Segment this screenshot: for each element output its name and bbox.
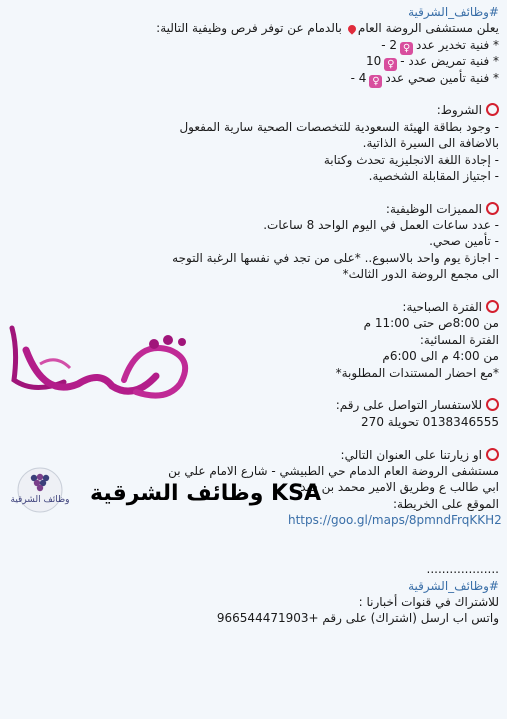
morning-heading xyxy=(6,299,499,315)
red-circle-icon xyxy=(486,103,499,116)
intro-text: يعلن مستشفى الروضة العام xyxy=(357,21,499,36)
benefit-line: الى مجمع الروضة الدور الثالث* xyxy=(342,267,499,282)
conditions-title: الشروط: xyxy=(436,103,482,118)
conditions-heading xyxy=(6,102,499,118)
calligraphy-art xyxy=(4,320,204,410)
job-label: * فنية تأمين صحي عدد xyxy=(385,70,499,85)
map-link[interactable]: https://goo.gl/maps/8pmndFrqKKH2 xyxy=(288,513,502,528)
divider: ................... xyxy=(426,562,499,577)
documents-note: *مع احضار المستندات المطلوبة* xyxy=(335,365,499,380)
morning-title: الفترة الصباحية: xyxy=(402,300,482,315)
logo-text: وظائف الشرقية xyxy=(10,495,70,505)
benefit-line: - اجازة يوم واحد بالاسبوع.. *على من تجد في نفسها الرغبة التوجه xyxy=(172,250,499,265)
address-line: ابي طالب ع وطريق الامير محمد بن فهد xyxy=(300,480,499,495)
subscribe-line: للاشتراك في قنوات أخبارنا : xyxy=(358,595,499,610)
red-circle-icon xyxy=(486,202,499,215)
contact-number[interactable]: 0138346555 xyxy=(422,414,499,429)
contact-ext: تحويلة 270 xyxy=(361,414,419,429)
grapes-icon xyxy=(10,466,70,514)
visit-heading xyxy=(6,447,499,463)
location-pin-icon xyxy=(346,24,357,35)
job-count: 4 - xyxy=(350,70,367,85)
job-item xyxy=(6,53,499,69)
contact-title: للاستفسار التواصل على رقم: xyxy=(335,398,482,413)
evening-hours: من 4:00 م الى 6:00م xyxy=(382,349,499,364)
condition-line: - وجود بطاقة الهيئة السعودية للتخصصات الصحية سارية المفعول xyxy=(179,119,499,134)
red-circle-icon xyxy=(486,300,499,313)
red-circle-icon xyxy=(486,448,499,461)
job-label: * فنية تخدير عدد xyxy=(415,37,499,52)
woman-icon: ♀ xyxy=(400,42,413,55)
job-item xyxy=(6,37,499,53)
condition-line: بالاضافة الى السيرة الذاتية. xyxy=(362,136,499,151)
condition-line: - اجتياز المقابلة الشخصية. xyxy=(368,168,499,183)
woman-icon: ♀ xyxy=(384,58,397,71)
benefits-title: المميزات الوظيفية: xyxy=(385,201,482,216)
contact-line xyxy=(6,414,499,430)
job-label: * فنية تمريض عدد - xyxy=(400,54,499,69)
red-circle-icon xyxy=(486,398,499,411)
job-item xyxy=(6,70,499,86)
benefit-line: - عدد ساعات العمل في اليوم الواحد 8 ساعات. xyxy=(263,218,499,233)
address-line: مستشفى الروضة العام الدمام حي الطبيشي - شارع الامام علي بن xyxy=(168,463,499,478)
job-count: 10 xyxy=(365,54,382,69)
brand-title: وظائف الشرقية KSA xyxy=(90,481,321,506)
condition-line: - إجادة اللغة الانجليزية تحدث وكتابة xyxy=(323,152,499,167)
whatsapp-line: واتس اب ارسل (اشتراك) على رقم +966544471903 xyxy=(216,611,499,626)
morning-hours: من 8:00ص حتى 11:00 م xyxy=(363,316,499,331)
evening-title: الفترة المسائية: xyxy=(419,332,499,347)
woman-icon: ♀ xyxy=(369,75,382,88)
job-count: 2 - xyxy=(381,37,397,52)
benefit-line: - تأمين صحي. xyxy=(429,234,499,249)
benefits-heading xyxy=(6,201,499,217)
intro-line xyxy=(6,20,499,36)
map-label: الموقع على الخريطة: xyxy=(392,496,499,511)
brand-logo xyxy=(10,466,70,514)
visit-title: او زيارتنا على العنوان التالي: xyxy=(340,447,482,462)
intro-city: بالدمام عن توفر فرص وظيفية التالية: xyxy=(156,21,342,36)
hashtag-link[interactable]: #وظائف_الشرقية xyxy=(408,5,499,19)
footer-hashtag-link[interactable]: #وظائف_الشرقية xyxy=(408,578,499,593)
